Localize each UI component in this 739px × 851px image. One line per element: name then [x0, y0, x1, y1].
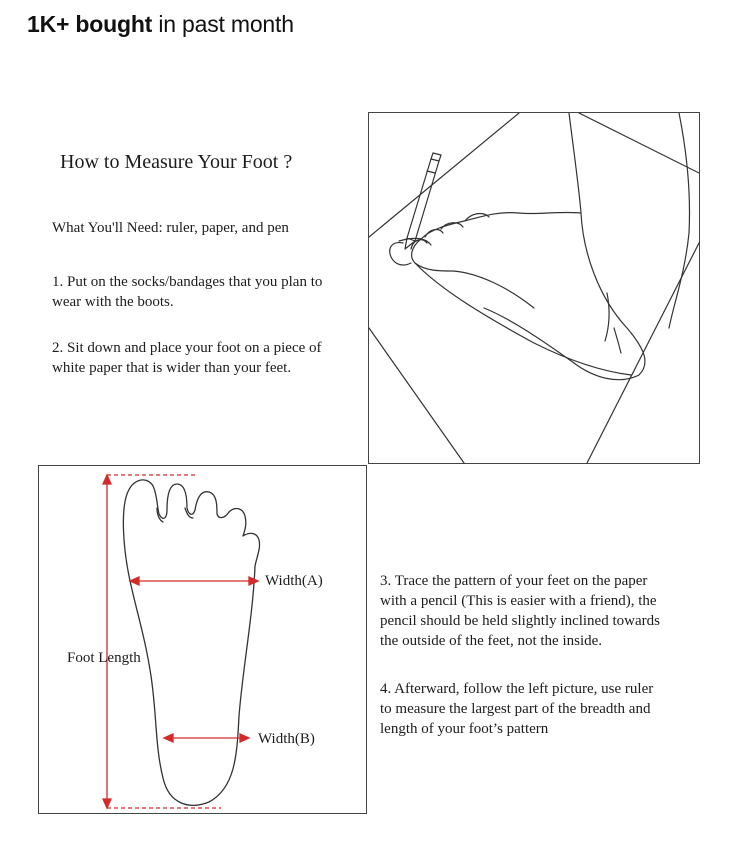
step-2	[52, 338, 362, 378]
step-1	[52, 272, 362, 312]
guide-title: How to Measure Your Foot ?	[60, 151, 293, 173]
step-3-line: pencil should be held slightly inclined towards	[380, 613, 660, 629]
foot-on-paper-illustration	[368, 112, 700, 464]
purchase-count: 1K+ bought	[27, 11, 153, 37]
width-b-label: Width(B)	[258, 731, 315, 747]
purchase-count-suffix: in past month	[152, 11, 294, 37]
step-3-line: with a pencil (This is easier with a friend), the	[380, 593, 657, 609]
purchase-count-banner	[27, 11, 294, 38]
step-2-line: white paper that is wider than your feet.	[52, 360, 292, 376]
step-3-line: 3. Trace the pattern of your feet on the paper	[380, 573, 648, 589]
guide-requirements: What You'll Need: ruler, paper, and pen	[52, 220, 289, 236]
foot-on-paper-with-pencil-icon	[369, 113, 699, 463]
step-3	[380, 571, 710, 651]
step-4-line: 4. Afterward, follow the left picture, use ruler	[380, 681, 654, 697]
step-2-line: 2. Sit down and place your foot on a piece of	[52, 340, 322, 356]
foot-outline-icon	[39, 466, 366, 813]
step-4	[380, 679, 710, 739]
step-1-line: wear with the boots.	[52, 294, 174, 310]
foot-length-label: Foot Length	[67, 650, 141, 666]
width-a-label: Width(A)	[265, 573, 323, 589]
step-4-line: length of your foot’s pattern	[380, 721, 549, 737]
foot-measurement-diagram	[38, 465, 367, 814]
step-4-line: to measure the largest part of the breadth and	[380, 701, 651, 717]
step-1-line: 1. Put on the socks/bandages that you plan to	[52, 274, 323, 290]
step-3-line: the outside of the feet, not the inside.	[380, 633, 603, 649]
